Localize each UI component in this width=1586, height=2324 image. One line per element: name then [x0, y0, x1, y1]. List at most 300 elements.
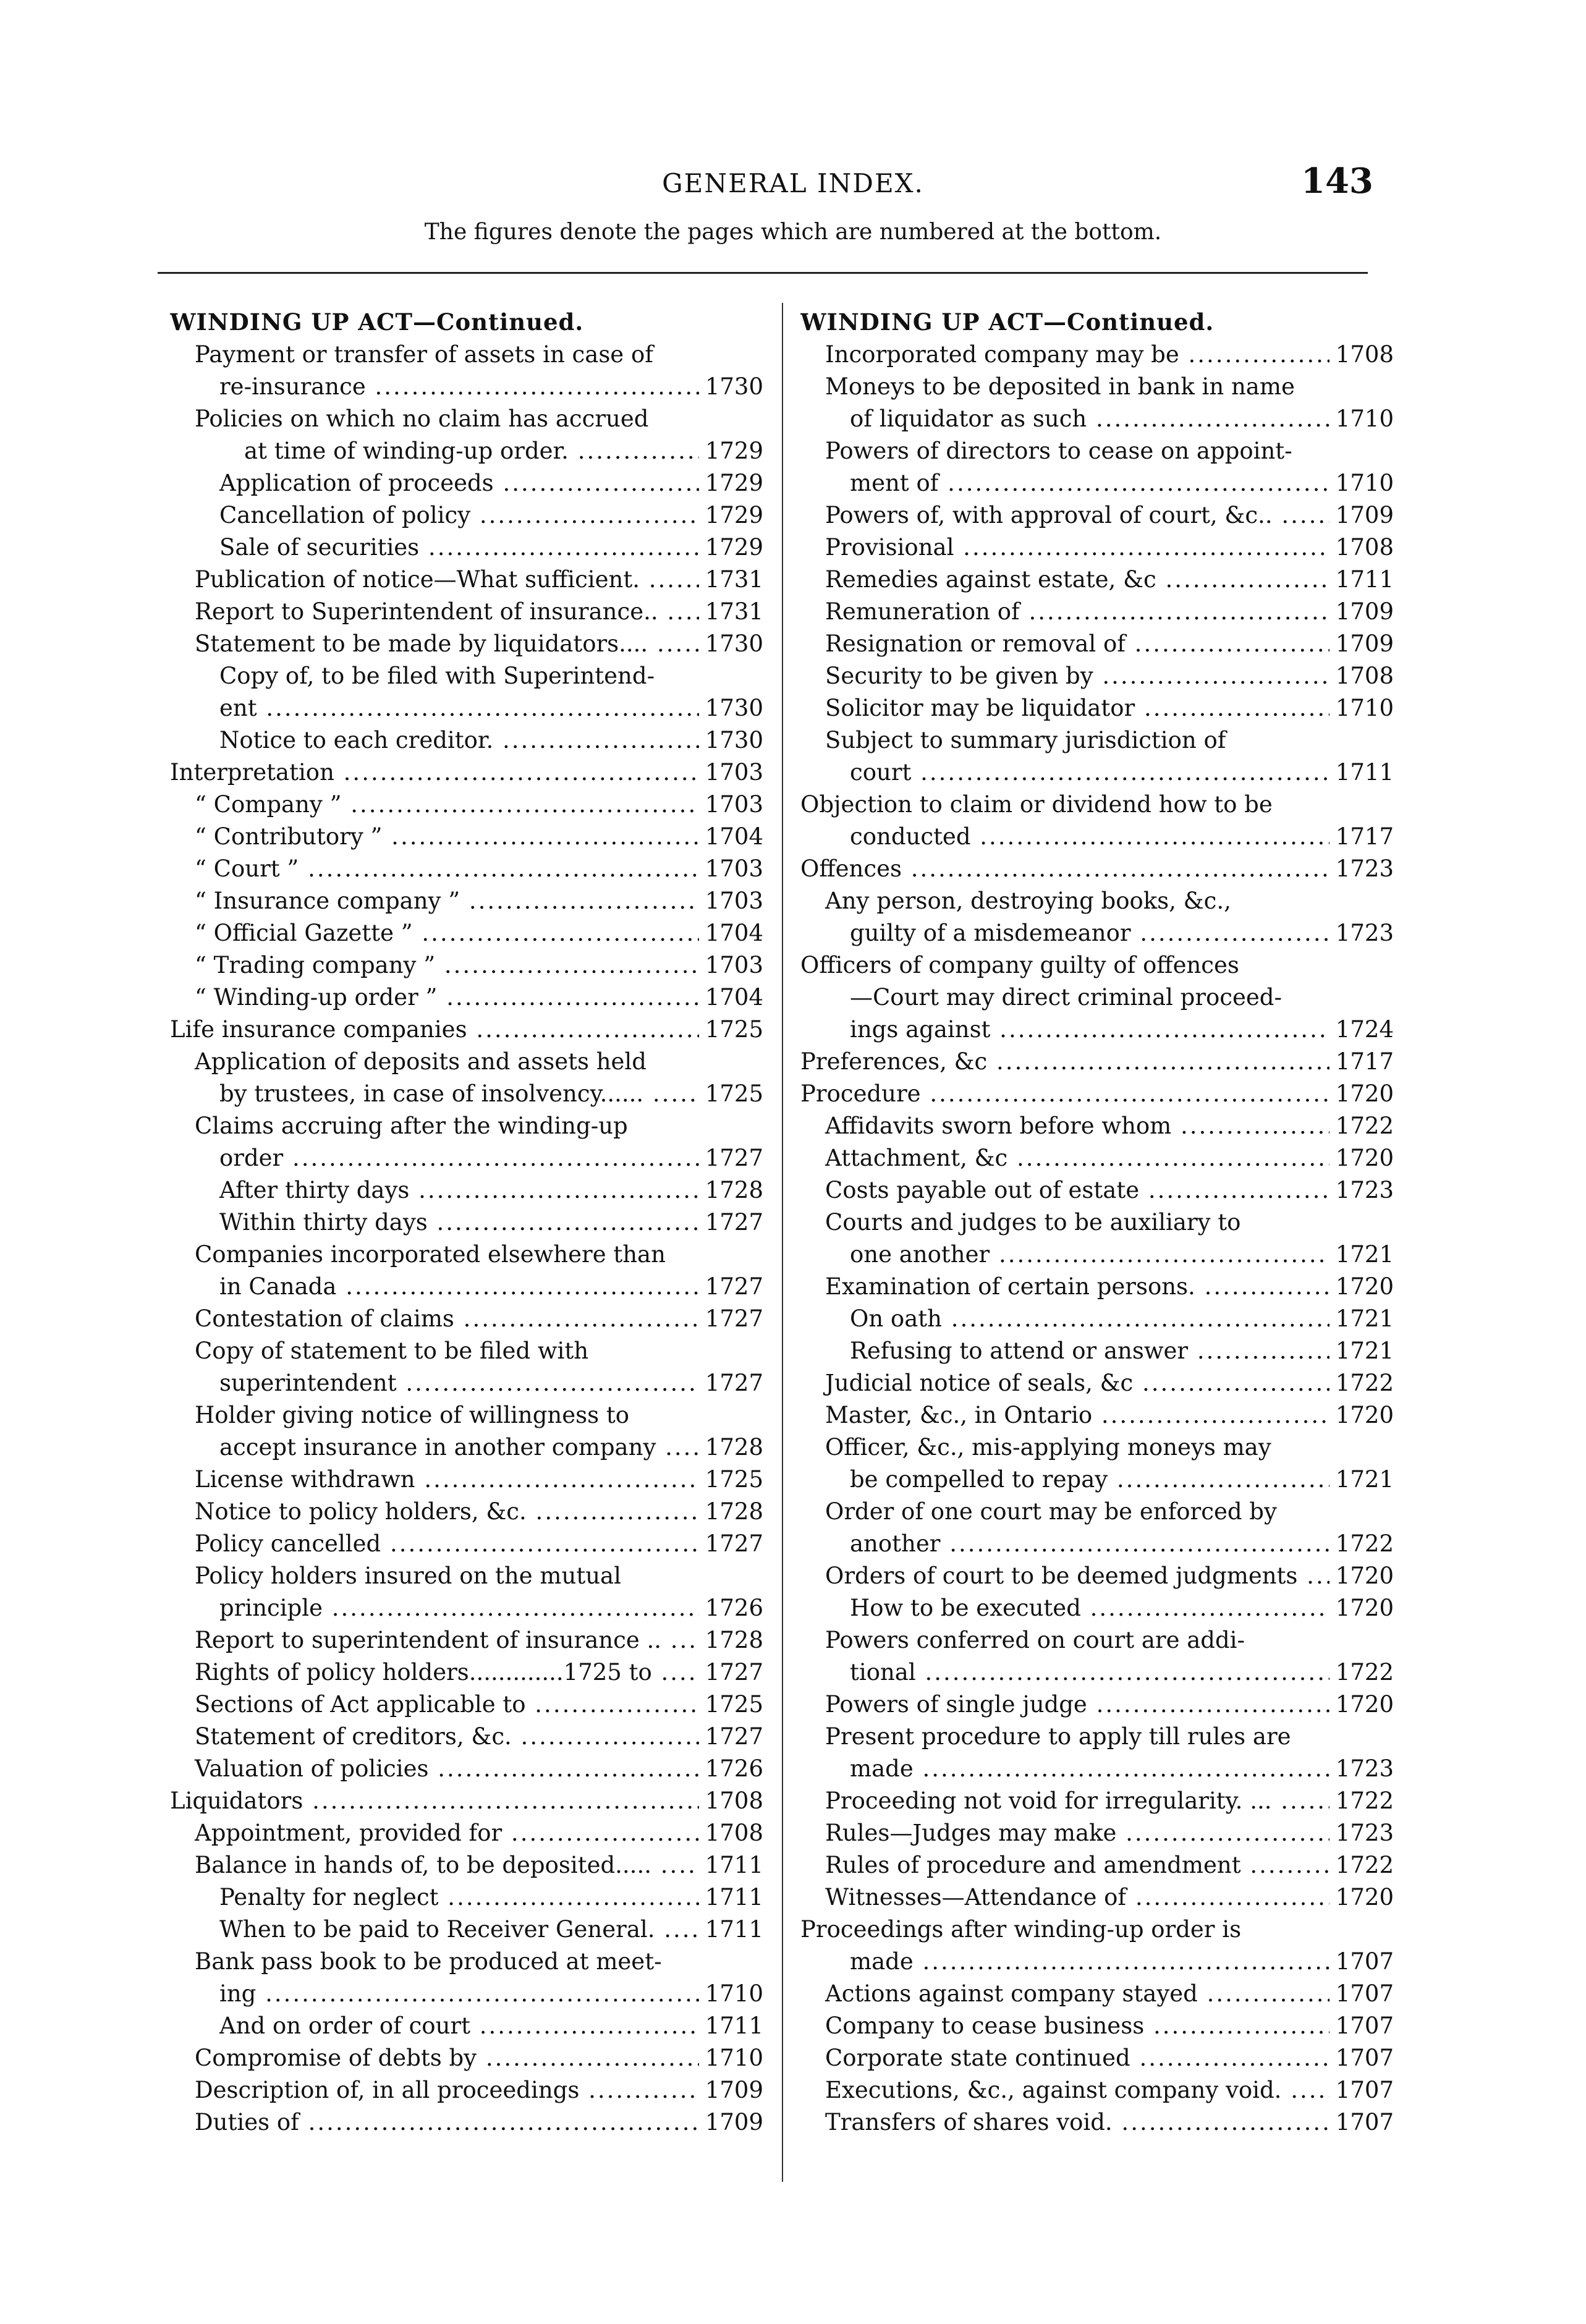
index-entry-text: Claims accruing after the winding-up: [195, 1113, 630, 1139]
index-entry-text: Transfers of shares void. .....: [825, 2109, 1394, 2135]
index-entry-page: 1703: [699, 757, 763, 789]
index-entry-text: Judicial notice of seals, &c .....: [825, 1370, 1394, 1396]
index-entry-page: 1703: [699, 885, 763, 917]
index-entry: [800, 532, 1394, 564]
index-entry-page: 1711: [1329, 564, 1394, 596]
index-entry-text: Penalty for neglect .....: [219, 1884, 763, 1911]
index-entry-page: 1710: [699, 1978, 763, 2010]
index-entry-text: court .....: [850, 759, 1394, 786]
index-entry-page: 1722: [1329, 1528, 1394, 1560]
index-entry: [800, 1078, 1394, 1110]
index-entry-page: 1729: [699, 532, 763, 564]
index-entry: [170, 1014, 763, 1046]
index-entry: [170, 1914, 763, 1946]
index-entry-text: Company to cease business .....: [825, 2012, 1394, 2039]
index-entry: [170, 821, 763, 853]
index-entry: [800, 1303, 1394, 1335]
index-entry-page: 1709: [1329, 596, 1394, 628]
index-entry: [170, 564, 763, 596]
index-entry-text: Policy holders insured on the mutual: [195, 1563, 624, 1589]
index-entry: [800, 1271, 1394, 1303]
index-entry-text: Policy cancelled .....: [195, 1530, 763, 1557]
index-entry-page: 1725: [699, 1078, 763, 1110]
index-entry: [800, 2106, 1394, 2139]
index-entry: [800, 1239, 1394, 1271]
index-entry-text: conducted .....: [850, 823, 1394, 850]
index-entry-page: 1709: [1329, 499, 1394, 532]
index-entry-text: ment of .....: [850, 470, 1394, 496]
index-entry: [170, 371, 763, 403]
index-entry-text: in Canada .....: [219, 1273, 763, 1300]
index-entry-text: Present procedure to apply till rules are: [825, 1723, 1294, 1750]
index-entry: [170, 1592, 763, 1624]
index-entry-text: Any person, destroying books, &c.,: [825, 888, 1234, 914]
index-entry-text: made .....: [850, 1948, 1394, 1975]
index-entry-page: 1722: [1329, 1785, 1394, 1817]
index-entry-page: 1729: [699, 467, 763, 499]
index-entry-text: Rights of policy holders.............1725 to .....: [195, 1659, 763, 1686]
index-entry-text: How to be executed .....: [850, 1595, 1394, 1621]
index-entry: [800, 1174, 1394, 1207]
index-entry-page: 1730: [699, 371, 763, 403]
index-entry-text: be compelled to repay .....: [850, 1466, 1394, 1493]
index-entry-page: 1729: [699, 499, 763, 532]
index-entry-text: Powers of directors to cease on appoint-: [825, 438, 1295, 464]
index-entry: [170, 1271, 763, 1303]
index-entry-page: 1720: [1329, 1078, 1394, 1110]
index-entry-page: 1721: [1329, 1335, 1394, 1367]
index-entry-text: Compromise of debts by .....: [195, 2045, 763, 2071]
index-entry: [800, 564, 1394, 596]
index-entry-page: 1711: [699, 2010, 763, 2042]
index-entry-text: Notice to policy holders, &c. .....: [195, 1498, 763, 1525]
index-entry: [170, 660, 763, 692]
index-entry: [170, 789, 763, 821]
index-entry: [170, 1046, 763, 1078]
index-entry-page: 1730: [699, 692, 763, 724]
index-entry-page: 1722: [1329, 1849, 1394, 1881]
index-entry-text: Remedies against estate, &c .....: [825, 566, 1394, 593]
index-entry: [170, 2106, 763, 2139]
index-entry: [170, 1335, 763, 1367]
index-entry-text: Officers of company guilty of offences: [800, 952, 1242, 978]
index-entry-page: 1709: [1329, 628, 1394, 660]
index-entry-text: Holder giving notice of willingness to: [195, 1402, 632, 1428]
index-entry-page: 1720: [1329, 1142, 1394, 1174]
index-entry-text: Application of deposits and assets held: [195, 1048, 649, 1075]
index-entry-text: Resignation or removal of .....: [825, 630, 1394, 657]
index-entry: [800, 1881, 1394, 1914]
index-entry-page: 1727: [699, 1271, 763, 1303]
index-entry-page: 1707: [1329, 2106, 1394, 2139]
index-entry-text: ings against .....: [850, 1016, 1394, 1043]
index-entry-text: Rules of procedure and amendment .....: [825, 1852, 1394, 1878]
index-entry: [170, 339, 763, 371]
index-entry: [800, 1528, 1394, 1560]
index-entry-page: 1708: [699, 1785, 763, 1817]
index-entry-text: —Court may direct criminal proceed-: [850, 984, 1284, 1011]
index-entry-page: 1711: [699, 1881, 763, 1914]
index-entry-page: 1727: [699, 1528, 763, 1560]
index-entry-text: of liquidator as such .....: [850, 405, 1394, 432]
index-entry-page: 1727: [699, 1367, 763, 1399]
index-entry: [170, 1721, 763, 1753]
index-entry: [800, 306, 1394, 339]
index-entry: [170, 596, 763, 628]
index-entry-page: 1723: [1329, 853, 1394, 885]
index-entry-page: 1727: [699, 1207, 763, 1239]
index-entry: [170, 692, 763, 724]
index-entry: [170, 1174, 763, 1207]
index-entry-text: “ Winding-up order ” .....: [195, 984, 763, 1011]
index-entry-text: Interpretation .....: [170, 759, 763, 786]
index-entry-text: made .....: [850, 1755, 1394, 1782]
index-entry-page: 1729: [699, 435, 763, 467]
index-entry-page: 1728: [699, 1174, 763, 1207]
index-entry: [800, 435, 1394, 467]
index-entry-page: 1710: [1329, 467, 1394, 499]
column-divider: [782, 303, 783, 2182]
index-entry-text: Within thirty days .....: [219, 1209, 763, 1236]
index-entry: [800, 1624, 1394, 1656]
index-entry: [800, 982, 1394, 1014]
index-entry-text: Copy of statement to be filed with: [195, 1338, 591, 1364]
index-entry-text: Cancellation of policy .....: [219, 502, 763, 528]
index-entry-text: Balance in hands of, to be deposited..... .....: [195, 1852, 763, 1878]
index-entry-text: WINDING UP ACT—Continued.: [170, 308, 586, 336]
index-entry-page: 1730: [699, 724, 763, 757]
index-entry-text: Powers conferred on court are addi-: [825, 1627, 1247, 1653]
index-entry: [800, 1496, 1394, 1528]
index-entry-text: Rules—Judges may make .....: [825, 1820, 1394, 1846]
index-entry-text: Procedure .....: [800, 1080, 1394, 1107]
index-entry-page: 1709: [699, 2106, 763, 2139]
index-entry: [170, 1367, 763, 1399]
index-entry-page: 1726: [699, 1592, 763, 1624]
index-entry: [170, 1399, 763, 1431]
index-entry-text: one another .....: [850, 1241, 1394, 1268]
index-entry: [170, 1431, 763, 1464]
index-column-left: [170, 306, 763, 2139]
index-entry-text: “ Court ” .....: [195, 855, 763, 882]
index-entry: [800, 1785, 1394, 1817]
index-entry-page: 1708: [1329, 339, 1394, 371]
index-entry-text: Sections of Act applicable to .....: [195, 1691, 763, 1718]
index-entry-text: After thirty days .....: [219, 1177, 763, 1203]
index-entry-page: 1710: [699, 2042, 763, 2074]
index-entry-text: Publication of notice—What sufficient. .....: [195, 566, 763, 593]
index-entry: [170, 724, 763, 757]
index-entry-text: Objection to claim or dividend how to be: [800, 791, 1275, 818]
index-entry-page: 1707: [1329, 2042, 1394, 2074]
index-entry-page: 1720: [1329, 1560, 1394, 1592]
index-entry-text: tional .....: [850, 1659, 1394, 1686]
index-entry-page: 1704: [699, 821, 763, 853]
page-header: [0, 0, 1586, 272]
index-entry: [800, 917, 1394, 949]
index-entry: [800, 692, 1394, 724]
index-entry-text: Subject to summary jurisdiction of: [825, 727, 1228, 753]
index-entry: [800, 403, 1394, 435]
index-entry-page: 1704: [699, 982, 763, 1014]
index-entry: [170, 2042, 763, 2074]
index-entry: [800, 371, 1394, 403]
index-entry: [800, 1817, 1394, 1849]
index-entry: [170, 1881, 763, 1914]
index-entry-text: Statement to be made by liquidators.... .....: [195, 630, 763, 657]
index-entry-page: 1722: [1329, 1367, 1394, 1399]
index-entry: [800, 1046, 1394, 1078]
index-entry-page: 1709: [699, 2074, 763, 2106]
index-entry-page: 1704: [699, 917, 763, 949]
index-entry-text: Powers of, with approval of court, &c.. .....: [825, 502, 1394, 528]
index-entry-page: 1730: [699, 628, 763, 660]
index-entry-text: Attachment, &c .....: [825, 1145, 1394, 1171]
index-entry-text: Liquidators .....: [170, 1788, 763, 1814]
index-entry: [800, 789, 1394, 821]
running-title: GENERAL INDEX.: [662, 168, 924, 198]
index-entry: [170, 403, 763, 435]
index-entry: [170, 757, 763, 789]
header-rule: [158, 272, 1368, 274]
index-entry-page: 1723: [1329, 917, 1394, 949]
index-entry-text: by trustees, in case of insolvency...... .....: [219, 1080, 763, 1107]
index-entry: [800, 1142, 1394, 1174]
index-entry: [170, 435, 763, 467]
index-entry-page: 1710: [1329, 403, 1394, 435]
index-entry-text: Sale of securities .....: [219, 534, 763, 561]
index-entry: [170, 885, 763, 917]
index-entry-page: 1725: [699, 1014, 763, 1046]
index-entry: [800, 1207, 1394, 1239]
index-entry: [800, 1946, 1394, 1978]
index-entry-text: “ Company ” .....: [195, 791, 763, 818]
index-entry: [800, 339, 1394, 371]
index-entry-page: 1708: [699, 1817, 763, 1849]
index-entry: [170, 1849, 763, 1881]
index-entry-text: Executions, &c., against company void. .....: [825, 2077, 1394, 2103]
index-entry-text: Description of, in all proceedings .....: [195, 2077, 763, 2103]
index-entry-page: 1720: [1329, 1271, 1394, 1303]
index-entry-text: Corporate state continued .....: [825, 2045, 1394, 2071]
index-entry-page: 1727: [699, 1142, 763, 1174]
index-entry: [800, 1431, 1394, 1464]
index-entry-page: 1728: [699, 1431, 763, 1464]
index-entry: [170, 1078, 763, 1110]
index-entry-text: Examination of certain persons. .....: [825, 1273, 1394, 1300]
index-entry-page: 1721: [1329, 1303, 1394, 1335]
index-entry: [170, 1110, 763, 1142]
index-entry-text: Preferences, &c .....: [800, 1048, 1394, 1075]
index-entry-page: 1703: [699, 789, 763, 821]
index-entry: [800, 499, 1394, 532]
index-entry-text: Security to be given by .....: [825, 663, 1394, 689]
index-entry-text: Appointment, provided for .....: [195, 1820, 763, 1846]
index-entry: [800, 1399, 1394, 1431]
index-entry: [170, 1142, 763, 1174]
index-entry-page: 1720: [1329, 1399, 1394, 1431]
index-entry-page: 1725: [699, 1689, 763, 1721]
index-entry-text: Proceeding not void for irregularity. ... .....: [825, 1788, 1394, 1814]
index-entry: [800, 2010, 1394, 2042]
index-entry-text: And on order of court .....: [219, 2012, 763, 2039]
index-entry-text: Witnesses—Attendance of .....: [825, 1884, 1394, 1911]
index-entry: [800, 1560, 1394, 1592]
index-entry-text: Companies incorporated elsewhere than: [195, 1241, 668, 1268]
index-entry: [170, 1753, 763, 1785]
index-entry: [170, 1528, 763, 1560]
index-entry-page: 1723: [1329, 1753, 1394, 1785]
index-entry-text: Proceedings after winding-up order is: [800, 1916, 1244, 1943]
index-entry-page: 1727: [699, 1656, 763, 1689]
index-entry-page: 1731: [699, 564, 763, 596]
index-entry-text: Duties of .....: [195, 2109, 763, 2135]
index-column-right: [800, 306, 1394, 2139]
index-entry-text: Solicitor may be liquidator .....: [825, 695, 1394, 721]
index-entry-text: Courts and judges to be auxiliary to: [825, 1209, 1243, 1236]
index-entry: [800, 1721, 1394, 1753]
index-entry: [170, 1946, 763, 1978]
index-entry-text: principle .....: [219, 1595, 763, 1621]
index-entry: [800, 467, 1394, 499]
index-entry: [170, 1464, 763, 1496]
index-entry: [170, 1785, 763, 1817]
index-entry-page: 1722: [1329, 1656, 1394, 1689]
index-entry-text: Provisional .....: [825, 534, 1394, 561]
index-entry-text: License withdrawn .....: [195, 1466, 763, 1493]
index-entry-page: 1724: [1329, 1014, 1394, 1046]
index-entry-text: Remuneration of .....: [825, 598, 1394, 625]
index-entry-text: re-insurance .....: [219, 373, 763, 400]
index-entry: [800, 660, 1394, 692]
index-entry-page: 1711: [699, 1914, 763, 1946]
index-entry-text: Incorporated company may be .....: [825, 341, 1394, 368]
index-entry-text: ing .....: [219, 1980, 763, 2007]
index-entry: [170, 949, 763, 982]
index-entry: [170, 532, 763, 564]
index-entry-text: Refusing to attend or answer .....: [850, 1338, 1394, 1364]
index-entry: [170, 1817, 763, 1849]
index-entry: [170, 917, 763, 949]
index-entry: [800, 1014, 1394, 1046]
index-entry-text: “ Trading company ” .....: [195, 952, 763, 978]
index-entry-text: Statement of creditors, &c. .....: [195, 1723, 763, 1750]
index-entry: [170, 1978, 763, 2010]
index-entry-page: 1723: [1329, 1817, 1394, 1849]
index-entry: [170, 499, 763, 532]
index-entry: [170, 1303, 763, 1335]
index-entry: [170, 2074, 763, 2106]
index-entry: [170, 853, 763, 885]
index-entry-text: Payment or transfer of assets in case of: [195, 341, 656, 368]
index-entry: [800, 1592, 1394, 1624]
index-entry-text: Costs payable out of estate .....: [825, 1177, 1394, 1203]
index-entry-text: Report to superintendent of insurance .. .....: [195, 1627, 763, 1653]
index-entry-page: 1728: [699, 1496, 763, 1528]
index-entry-text: Application of proceeds .....: [219, 470, 763, 496]
page-subtitle: The figures denote the pages which are numbered at the bottom.: [424, 219, 1162, 245]
index-entry: [170, 982, 763, 1014]
index-entry-text: order .....: [219, 1145, 763, 1171]
index-entry-text: Officer, &c., mis-applying moneys may: [825, 1434, 1274, 1461]
index-entry-page: 1707: [1329, 1978, 1394, 2010]
index-entry-text: superintendent .....: [219, 1370, 763, 1396]
index-entry-page: 1727: [699, 1303, 763, 1335]
index-entry: [170, 306, 763, 339]
index-entry-text: Actions against company stayed .....: [825, 1980, 1394, 2007]
index-entry-text: Report to Superintendent of insurance.. .....: [195, 598, 763, 625]
index-entry-text: “ Insurance company ” .....: [195, 888, 763, 914]
index-entry-text: another .....: [850, 1530, 1394, 1557]
index-entry-text: “ Official Gazette ” .....: [195, 920, 763, 946]
index-entry: [800, 724, 1394, 757]
index-entry-text: Offences .....: [800, 855, 1394, 882]
index-entry-page: 1707: [1329, 2074, 1394, 2106]
index-entry-page: 1725: [699, 1464, 763, 1496]
index-entry: [170, 1560, 763, 1592]
index-entry-page: 1723: [1329, 1174, 1394, 1207]
index-entry: [800, 1656, 1394, 1689]
index-entry-text: “ Contributory ” .....: [195, 823, 763, 850]
index-entry: [170, 2010, 763, 2042]
index-entry-text: Valuation of policies .....: [195, 1755, 763, 1782]
index-entry: [170, 1239, 763, 1271]
index-entry: [170, 1624, 763, 1656]
index-entry-text: Bank pass book to be produced at meet-: [195, 1948, 664, 1975]
index-entry-text: On oath .....: [850, 1305, 1394, 1332]
page-number: 143: [1301, 161, 1373, 201]
index-entry-text: accept insurance in another company .....: [219, 1434, 763, 1461]
index-entry-page: 1707: [1329, 2010, 1394, 2042]
index-entry-page: 1707: [1329, 1946, 1394, 1978]
index-entry-page: 1703: [699, 853, 763, 885]
index-entry: [800, 1689, 1394, 1721]
index-entry: [170, 467, 763, 499]
index-entry: [800, 1753, 1394, 1785]
index-entry-page: 1727: [699, 1721, 763, 1753]
index-entry-text: guilty of a misdemeanor .....: [850, 920, 1394, 946]
index-entry-text: Order of one court may be enforced by: [825, 1498, 1279, 1525]
index-entry: [800, 853, 1394, 885]
index-entry: [800, 2074, 1394, 2106]
index-entry: [800, 821, 1394, 853]
index-entry-text: ent .....: [219, 695, 763, 721]
index-entry-page: 1731: [699, 596, 763, 628]
index-entry: [170, 1207, 763, 1239]
index-entry-page: 1720: [1329, 1881, 1394, 1914]
index-entry-page: 1703: [699, 949, 763, 982]
index-entry: [170, 1496, 763, 1528]
index-entry-text: Policies on which no claim has accrued: [195, 405, 651, 432]
index-entry: [800, 1978, 1394, 2010]
index-entry-page: 1728: [699, 1624, 763, 1656]
index-entry-text: Master, &c., in Ontario .....: [825, 1402, 1394, 1428]
index-entry-text: Moneys to be deposited in bank in name: [825, 373, 1297, 400]
index-entry: [800, 885, 1394, 917]
index-entry: [800, 1914, 1394, 1946]
index-entry-page: 1720: [1329, 1689, 1394, 1721]
index-entry: [800, 1110, 1394, 1142]
index-entry-page: 1721: [1329, 1239, 1394, 1271]
index-entry: [800, 949, 1394, 982]
index-entry-page: 1708: [1329, 532, 1394, 564]
index-entry-page: 1717: [1329, 821, 1394, 853]
index-entry: [800, 1367, 1394, 1399]
index-entry: [170, 628, 763, 660]
index-entry: [800, 1335, 1394, 1367]
index-entry: [800, 1849, 1394, 1881]
index-entry-text: Life insurance companies .....: [170, 1016, 763, 1043]
